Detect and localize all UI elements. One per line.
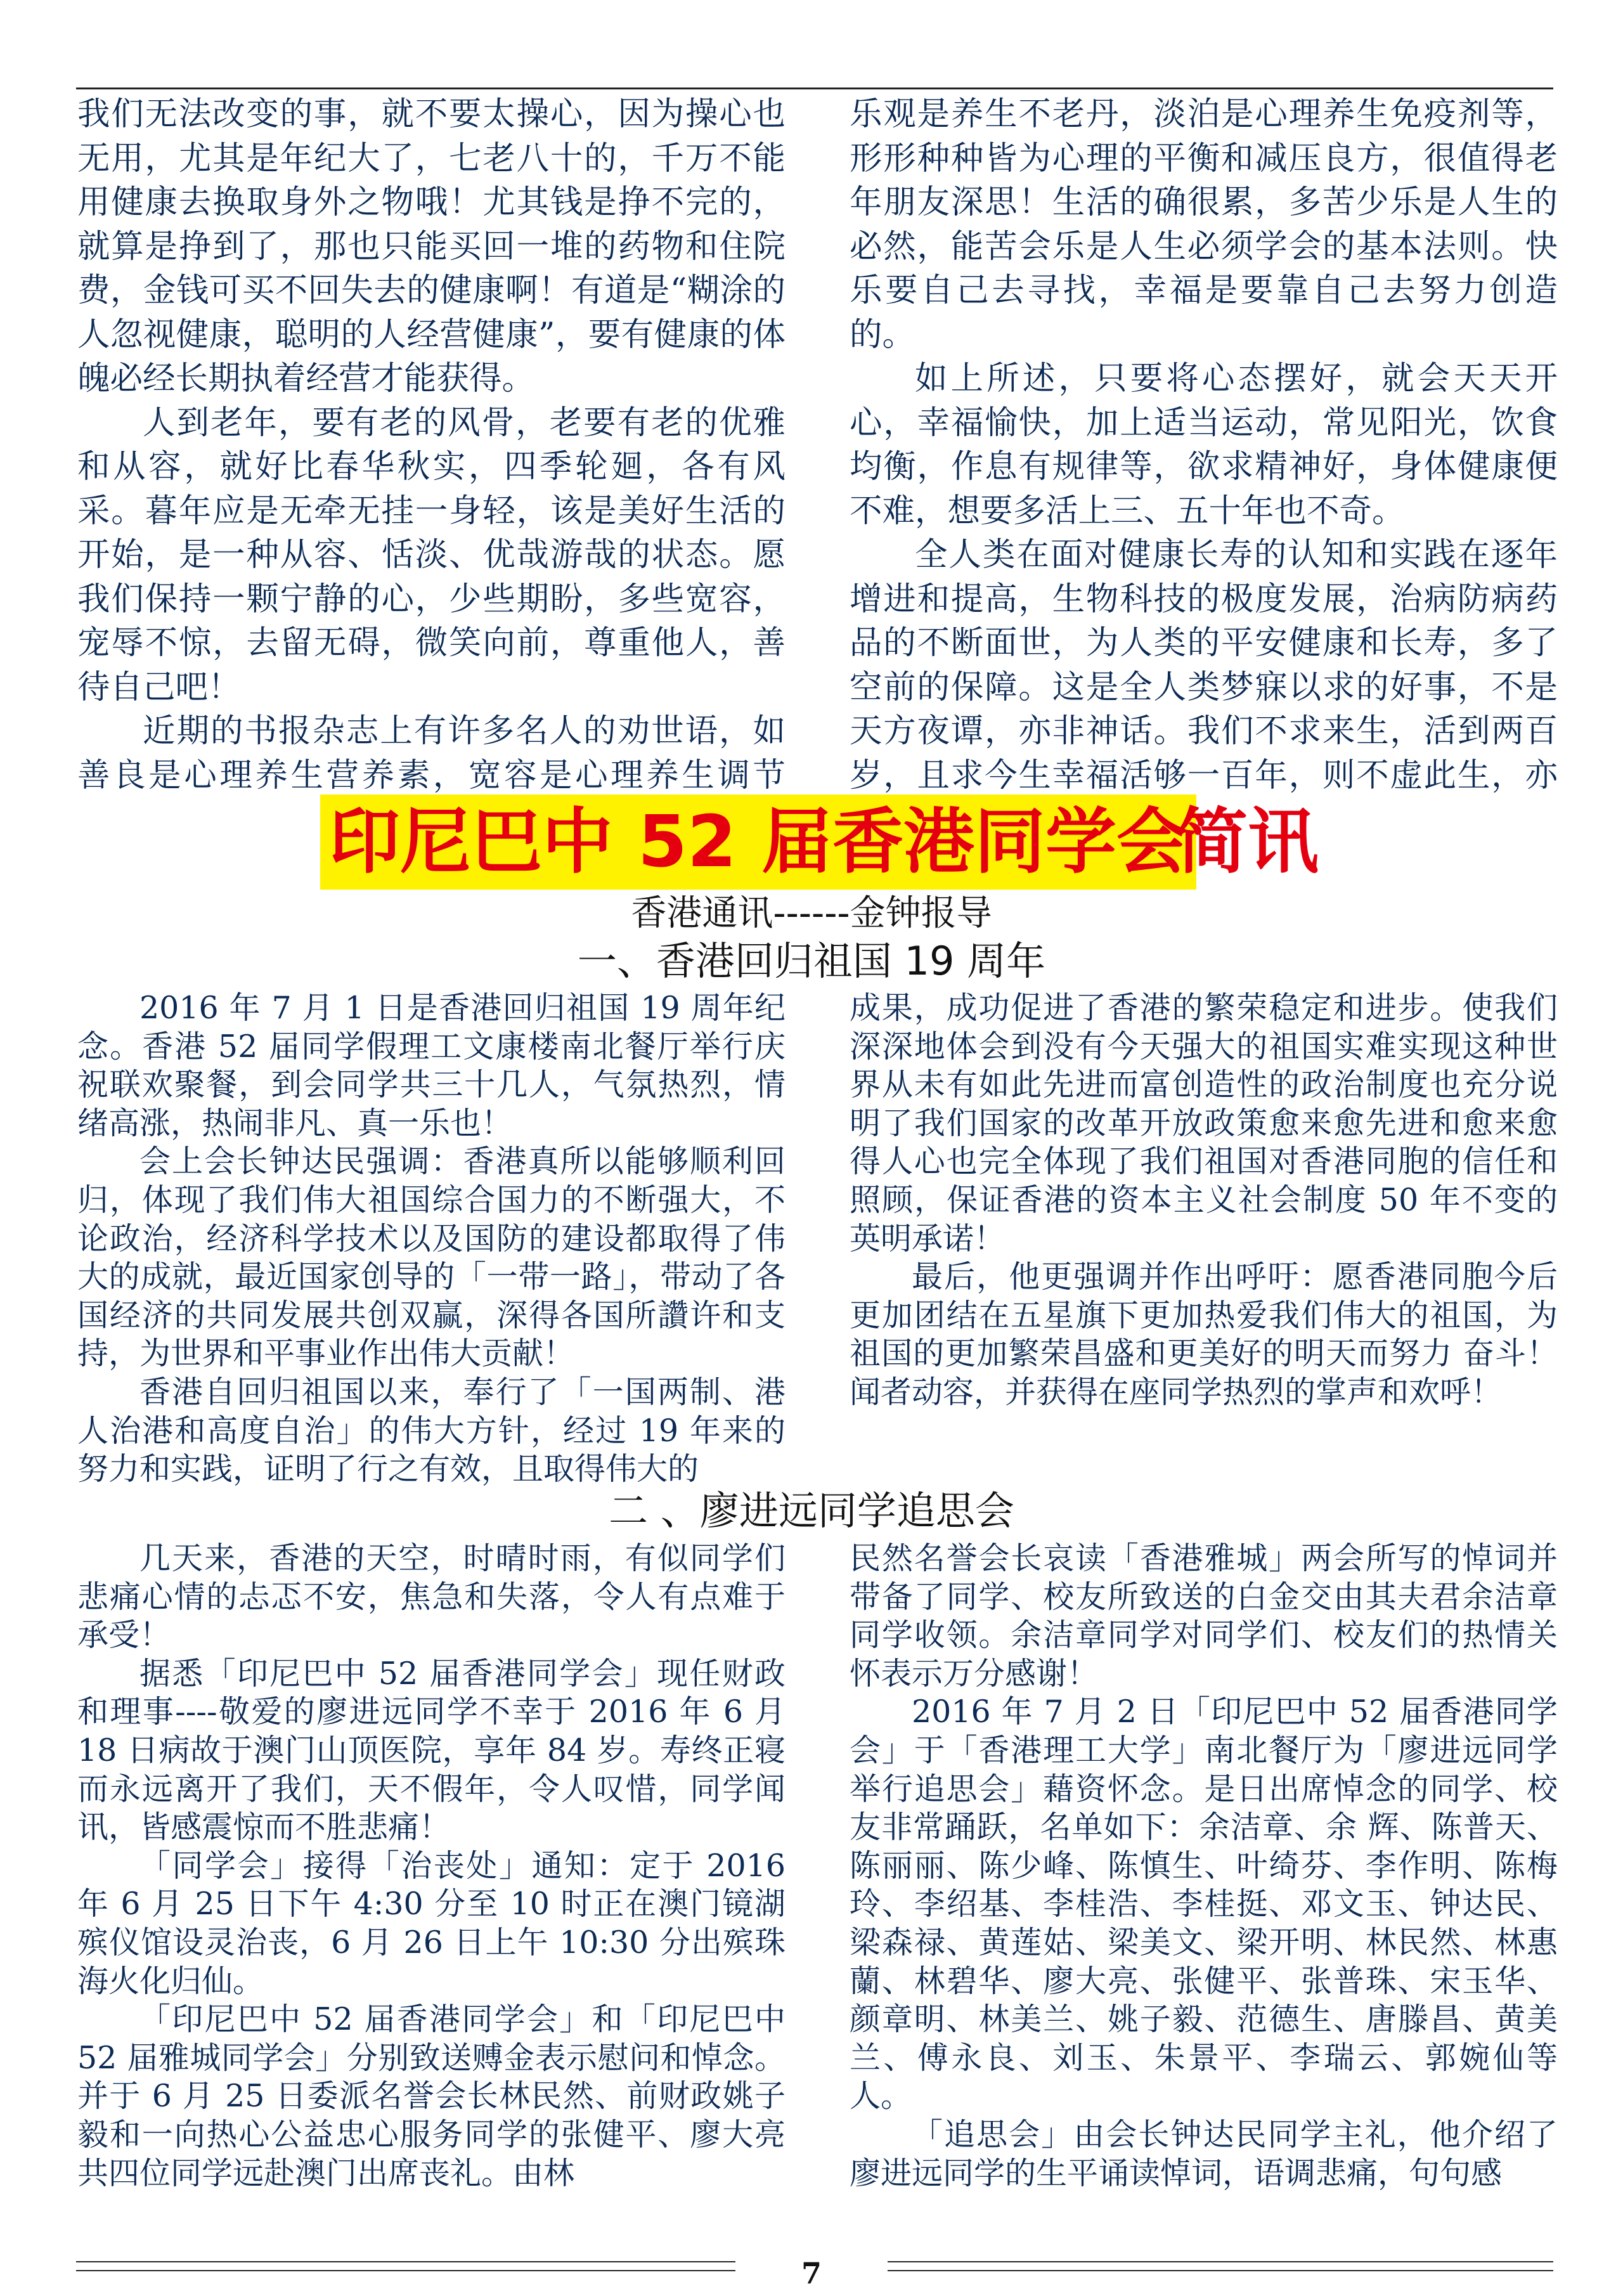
section-heading-2: 二 、廖进远同学追思会 xyxy=(609,1488,1014,1534)
page-number: 7 xyxy=(801,2256,822,2290)
body-paragraph: 2016 年 7 月 1 日是香港回归祖国 19 周年纪念。香港 52 届同学假理工文康楼南北餐厅举行庆祝联欢聚餐，到会同学共三十几人，气氛热烈，情绪高涨，热闹非凡、真一乐也！ xyxy=(77,990,786,1141)
body-paragraph: 「同学会」接得「治丧处」通知：定于 2016 年 6 月 25 日下午 4:30 分至 10 时正在澳门镜湖殡仪馆设灵治丧，6 月 26 日上午 10:30 分出殡珠海火化归仙。 xyxy=(77,1847,786,1999)
body-paragraph: 全人类在面对健康长寿的认知和实践在逐年增进和提高，生物科技的极度发展，治病防病药品的不断面世，为人类的平安健康和长寿，多了空前的保障。这是全人类梦寐以求的好事，不是天方夜谭，亦非神话。我们不求来生，活到两百岁，且求今生幸福活够一百年，则不虚此生，亦 xyxy=(850,536,1558,795)
body-paragraph: 近期的书报杂志上有许多名人的劝世语，如善良是心理养生营养素，宽容是心理养生调节 xyxy=(77,712,786,795)
body-paragraph: 「印尼巴中 52 届香港同学会」和「印尼巴中 52 届雅城同学会」分别致送赙金表示慰问和悼念。并于 6 月 25 日委派名誉会长林民然、前财政姚子毅和一向热心公益忠心服务同学的张健平、廖大亮共四位同学远赴澳门出席丧礼。由林 xyxy=(77,2001,786,2191)
footer-rule-left-lower xyxy=(76,2270,735,2271)
body-paragraph: 成果，成功促进了香港的繁荣稳定和进步。使我们深深地体会到没有今天强大的祖国实难实现这种世界从未有如此先进而富创造性的政治制度也充分说明了我们国家的改革开放政策愈来愈先进和愈来愈得人心也完全体现了我们祖国对香港同胞的信任和照顾，保证香港的资本主义社会制度 50 年不变的英明承诺！ xyxy=(850,990,1558,1257)
body-paragraph: 我们无法改变的事，就不要太操心，因为操心也无用，尤其是年纪大了，七老八十的，千万不能用健康去换取身外之物哦！尤其钱是挣不完的，就算是挣到了，那也只能买回一堆的药物和住院费，金钱可买不回失去的健康啊！有道是“糊涂的人忽视健康，聪明的人经营健康”，要有健康的体魄必经长期执着经营才能获得。 xyxy=(77,95,786,398)
body-paragraph: 会上会长钟达民强调：香港真所以能够顺利回归，体现了我们伟大祖国综合国力的不断强大，不论政治，经济科学技术以及国防的建设都取得了伟大的成就，最近国家创导的「一带一路」，带动了各国经济的共同发展共创双赢，深得各国所讚许和支持，为世界和平事业作出伟大贡献！ xyxy=(77,1143,786,1372)
section1-left-column xyxy=(77,989,786,1490)
body-paragraph: 民然名誉会长哀读「香港雅城」两会所写的悼词并带备了同学、校友所致送的白金交由其夫君余洁章同学收领。余洁章同学对同学们、校友们的热情关怀表示万分感谢！ xyxy=(850,1540,1558,1692)
newsletter-banner-suffix: 简讯 xyxy=(1177,801,1319,883)
footer-rule-right-lower xyxy=(888,2270,1553,2271)
top-left-column xyxy=(77,93,786,795)
footer-rule-left xyxy=(76,2261,735,2262)
body-paragraph: 「追思会」由会长钟达民同学主礼，他介绍了廖进远同学的生平诵读悼词，语调悲痛，句句感 xyxy=(850,2116,1558,2191)
body-paragraph: 据悉「印尼巴中 52 届香港同学会」现任财政和理事----敬爱的廖进远同学不幸于 2016 年 6 月 18 日病故于澳门山顶医院，享年 84 岁。寿终正寝而永远离开了我们，天不假年，令人叹惜，同学闻讯，皆感震惊而不胜悲痛！ xyxy=(77,1655,786,1846)
body-paragraph: 人到老年，要有老的风骨，老要有老的优雅和从容，就好比春华秋实，四季轮廻，各有风采。暮年应是无牵无挂一身轻，该是美好生活的开始，是一种从容、恬淡、优哉游哉的状态。愿我们保持一颗宁静的心，少些期盼，多些宽容，宠辱不惊，去留无碍，微笑向前，尊重他人，善待自己吧！ xyxy=(77,403,786,706)
body-paragraph: 2016 年 7 月 2 日「印尼巴中 52 届香港同学会」于「香港理工大学」南北餐厅为「廖进远同学举行追思会」藉资怀念。是日出席悼念的同学、校友非常踊跃，名单如下：余洁章、余 辉、陈普天、陈丽丽、陈少峰、陈慎生、叶绮芬、李作明、陈梅玲、李绍基、李桂浩、李桂挺、邓文玉、钟达民、梁森禄、黄莲姑、梁美文、梁开明、林民然、林惠蘭、林碧华、廖大亮、张健平、张普珠、宋玉华、颜章明、林美兰、姚子毅、范德生、唐滕昌、黄美兰、傅永良、刘玉、朱景平、李瑞云、郭婉仙等人。 xyxy=(850,1694,1558,2115)
byline: 香港通讯------金钟报导 xyxy=(631,893,992,934)
body-paragraph: 乐观是养生不老丹，淡泊是心理养生免疫剂等，形形种种皆为心理的平衡和减压良方，很值得老年朋友深思！生活的确很累，多苦少乐是人生的必然，能苦会乐是人生必须学会的基本法则。快乐要自己去寻找，幸福是要靠自己去努力创造的。 xyxy=(850,95,1558,354)
top-rule xyxy=(76,88,1553,89)
top-right-column xyxy=(850,93,1558,795)
body-paragraph: 香港自回归祖国以来，奉行了「一国两制、港人治港和高度自治」的伟大方针，经过 19 年来的努力和实践，证明了行之有效，且取得伟大的 xyxy=(77,1373,786,1488)
section2-right-column xyxy=(850,1540,1558,2237)
newsletter-banner-title: 印尼巴中 52 届香港同学会 xyxy=(320,795,1196,890)
body-paragraph: 几天来，香港的天空，时晴时雨，有似同学们悲痛心情的忐忑不安，焦急和失落，令人有点难于承受！ xyxy=(77,1540,786,1654)
footer-rule-right xyxy=(888,2261,1553,2262)
body-paragraph: 最后，他更强调并作出呼吁：愿香港同胞今后更加团结在五星旗下更加热爱我们伟大的祖国，为祖国的更加繁荣昌盛和更美好的明天而努力 奋斗！闻者动容，并获得在座同学热烈的掌声和欢呼！ xyxy=(850,1259,1558,1410)
section-heading-1: 一、香港回归祖国 19 周年 xyxy=(577,938,1046,984)
section2-left-column xyxy=(77,1540,786,2237)
section1-right-column xyxy=(850,989,1558,1490)
body-paragraph: 如上所述，只要将心态摆好，就会天天开心，幸福愉快，加上适当运动，常见阳光，饮食均衡，作息有规律等，欲求精神好，身体健康便不难，想要多活上三、五十年也不奇。 xyxy=(850,360,1558,530)
